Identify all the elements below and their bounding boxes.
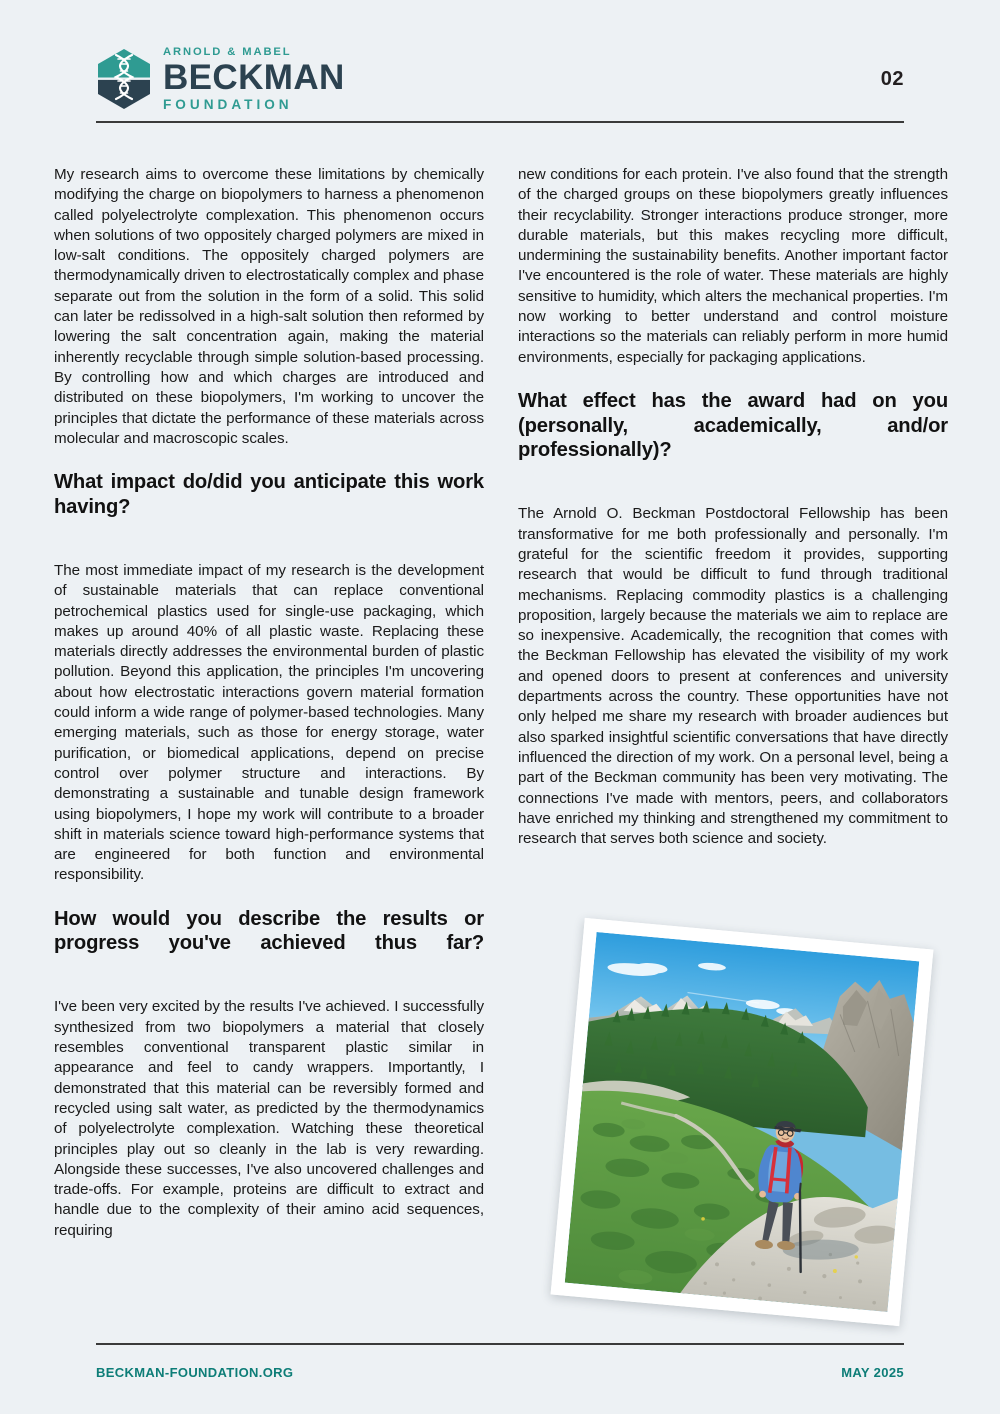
header-divider	[96, 121, 904, 123]
paragraph: My research aims to overcome these limitations by chemically modifying the charge on biopolymers to harness a phenomenon called polyelectrolyte complexation. This phenomenon occurs when solutions of two oppositely charged polymers are mixed in low-salt conditions. The oppositely charged polymers are thermodynamically driven to electrostatically complex and phase separate out from the solution in the form of a solid. This solid can later be redissolved in a high-salt solution then reformed by lowering the salt concentration again, making the material inherently recyclable through simple solution-based processing. By controlling how and which charges are introduced and distributed on these biopolymers, I'm working to uncover the principles that dictate the performance of these materials across molecular and macroscopic scales.	[54, 166, 484, 447]
footer-website[interactable]: BECKMAN-FOUNDATION.ORG	[96, 1365, 294, 1380]
hiker-photo	[551, 918, 934, 1326]
left-column	[54, 165, 484, 1241]
paragraph: new conditions for each protein. I've also found that the strength of the charged groups on these biopolymers greatly influences their recyclability. Stronger interactions produce stronger, more durable materials, but this makes recycling more difficult, undermining the sustainability benefits. Another important factor I've encountered is the role of water. These materials are highly sensitive to humidity, which alters the mechanical properties. I'm now working to better understand and control moisture interactions so the materials can reliably perform in more humid environments, especially for packaging applications.	[518, 166, 948, 366]
right-column	[518, 165, 948, 849]
section-heading: What impact do/did you anticipate this work having?	[54, 471, 484, 518]
photo-frame	[551, 918, 934, 1326]
page-header	[96, 38, 904, 120]
paragraph: The most immediate impact of my research is the development of sustainable materials that can replace conventional petrochemical plastics used for single-use packaging, which makes up around 40% of all plastic waste. Replacing these materials directly addresses the environmental burden of plastic pollution. Beyond this application, the principles I'm uncovering about how electrostatic interactions govern material formation could inform a wide range of polymer-based technologies. Many emerging materials, such as those for energy storage, water purification, or biomedical applications, depend on precise control over polymer structure and interactions. By demonstrating a sustainable and tunable design framework using biopolymers, I hope my work will contribute to a broader shift in materials science toward high-performance systems that are engineered for both function and environmental responsibility.	[54, 561, 484, 884]
page-number: 02	[880, 67, 904, 90]
beckman-foundation-logo[interactable]	[96, 46, 345, 112]
footer-date: MAY 2025	[841, 1365, 904, 1380]
page-footer	[96, 1365, 904, 1380]
photo-image	[565, 932, 920, 1312]
footer-divider	[96, 1343, 904, 1345]
paragraph: I've been very excited by the results I've achieved. I successfully synthesized from two biopolymers a material that closely resembles conventional transparent plastic similar in appearance and feel to candy wrappers. Importantly, I demonstrated that this material can be reversibly formed and recycled using salt water, as predicted by the thermodynamics of polyelectrolyte complexation. Watching these theoretical principles play out so cleanly in the lab is very rewarding. Alongside these successes, I've also uncovered challenges and trade-offs. For example, proteins are difficult to extract and handle due to the complexity of their amino acid sequences, requiring	[54, 998, 484, 1239]
paragraph: The Arnold O. Beckman Postdoctoral Fellowship has been transformative for me both professionally and personally. I'm grateful for the scientific freedom it provides, supporting research that would be difficult to fund through traditional mechanisms. Replacing commodity plastics is a challenging proposition, largely because the materials we aim to replace are so inexpensive. Academically, the recognition that comes with the Beckman Fellowship has elevated the visibility of my work and opened doors to present at conferences and university departments across the country. These opportunities have not only helped me share my research with broader audiences but also sparked insightful scientific conversations that have directly influenced the direction of my work. On a personal level, being a part of the Beckman community has been very motivating. The connections I've made with mentors, peers, and collaborators have enriched my thinking and strengthened my commitment to research that serves both science and society.	[518, 505, 948, 848]
logo-wordmark	[163, 46, 345, 112]
logo-main-line: BECKMAN	[163, 58, 345, 98]
logo-bottom-line: FOUNDATION	[163, 97, 293, 113]
section-heading: What effect has the award had on you (personally, academically, and/or professionally)?	[518, 389, 948, 462]
section-heading: How would you describe the results or progress you've achieved thus far?	[54, 907, 484, 955]
logo-top-line: ARNOLD & MABEL	[163, 45, 292, 58]
dna-hexagon-icon	[96, 48, 152, 110]
